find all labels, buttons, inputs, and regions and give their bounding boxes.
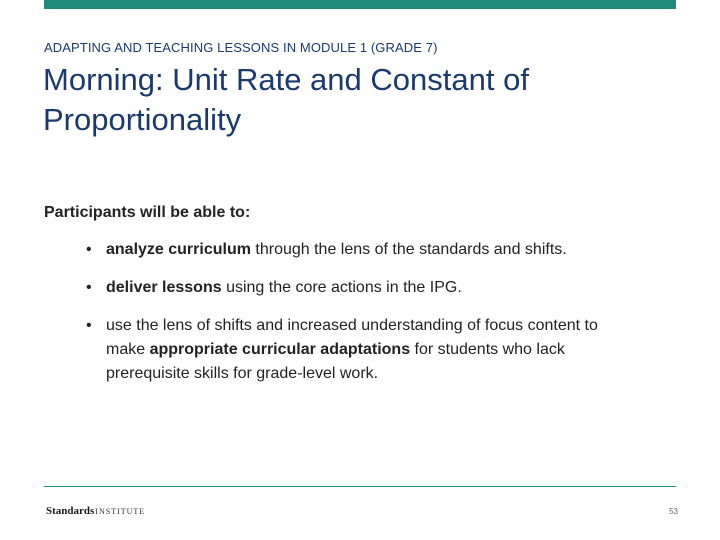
- footer-divider: [44, 486, 676, 487]
- objective-item: [44, 314, 684, 386]
- logo-subtext: INSTITUTE: [95, 507, 146, 516]
- objective-rest: through the lens of the standards and shifts.: [250, 241, 567, 258]
- objective-rest: using the core actions in the IPG.: [221, 279, 462, 296]
- page-number: 53: [669, 507, 678, 516]
- slide-title-line-2: Proportionality: [43, 102, 242, 137]
- standards-institute-logo: [46, 505, 145, 517]
- slide-title-line-1: Morning: Unit Rate and Constant of: [43, 62, 529, 97]
- logo-wordmark: Standards: [46, 505, 95, 517]
- objective-post: for students who lack: [410, 341, 565, 358]
- objective-text-line-3: prerequisite skills for grade-level work.: [106, 365, 379, 382]
- slide-title: [43, 60, 683, 140]
- bullet-icon: •: [86, 241, 92, 258]
- top-accent-bar: [44, 0, 676, 9]
- objective-item: [44, 238, 684, 262]
- objectives-list: [44, 238, 684, 386]
- objectives-intro: Participants will be able to:: [44, 204, 251, 221]
- bullet-icon: •: [86, 279, 92, 296]
- objective-keyphrase: deliver lessons: [106, 279, 222, 296]
- objective-text: [106, 238, 684, 262]
- objective-pre: make: [106, 341, 150, 358]
- objectives-block: [44, 204, 684, 400]
- objective-text-line-1: use the lens of shifts and increased understanding of focus content to: [106, 317, 598, 334]
- objective-keyphrase: appropriate curricular adaptations: [149, 341, 411, 358]
- objective-item: [44, 276, 684, 300]
- module-kicker: ADAPTING AND TEACHING LESSONS IN MODULE 1 (GRADE 7): [44, 40, 438, 55]
- objective-text-line-2: [106, 338, 684, 362]
- objective-text: [106, 276, 684, 300]
- bullet-icon: •: [86, 317, 92, 334]
- objective-keyphrase: analyze curriculum: [106, 241, 251, 258]
